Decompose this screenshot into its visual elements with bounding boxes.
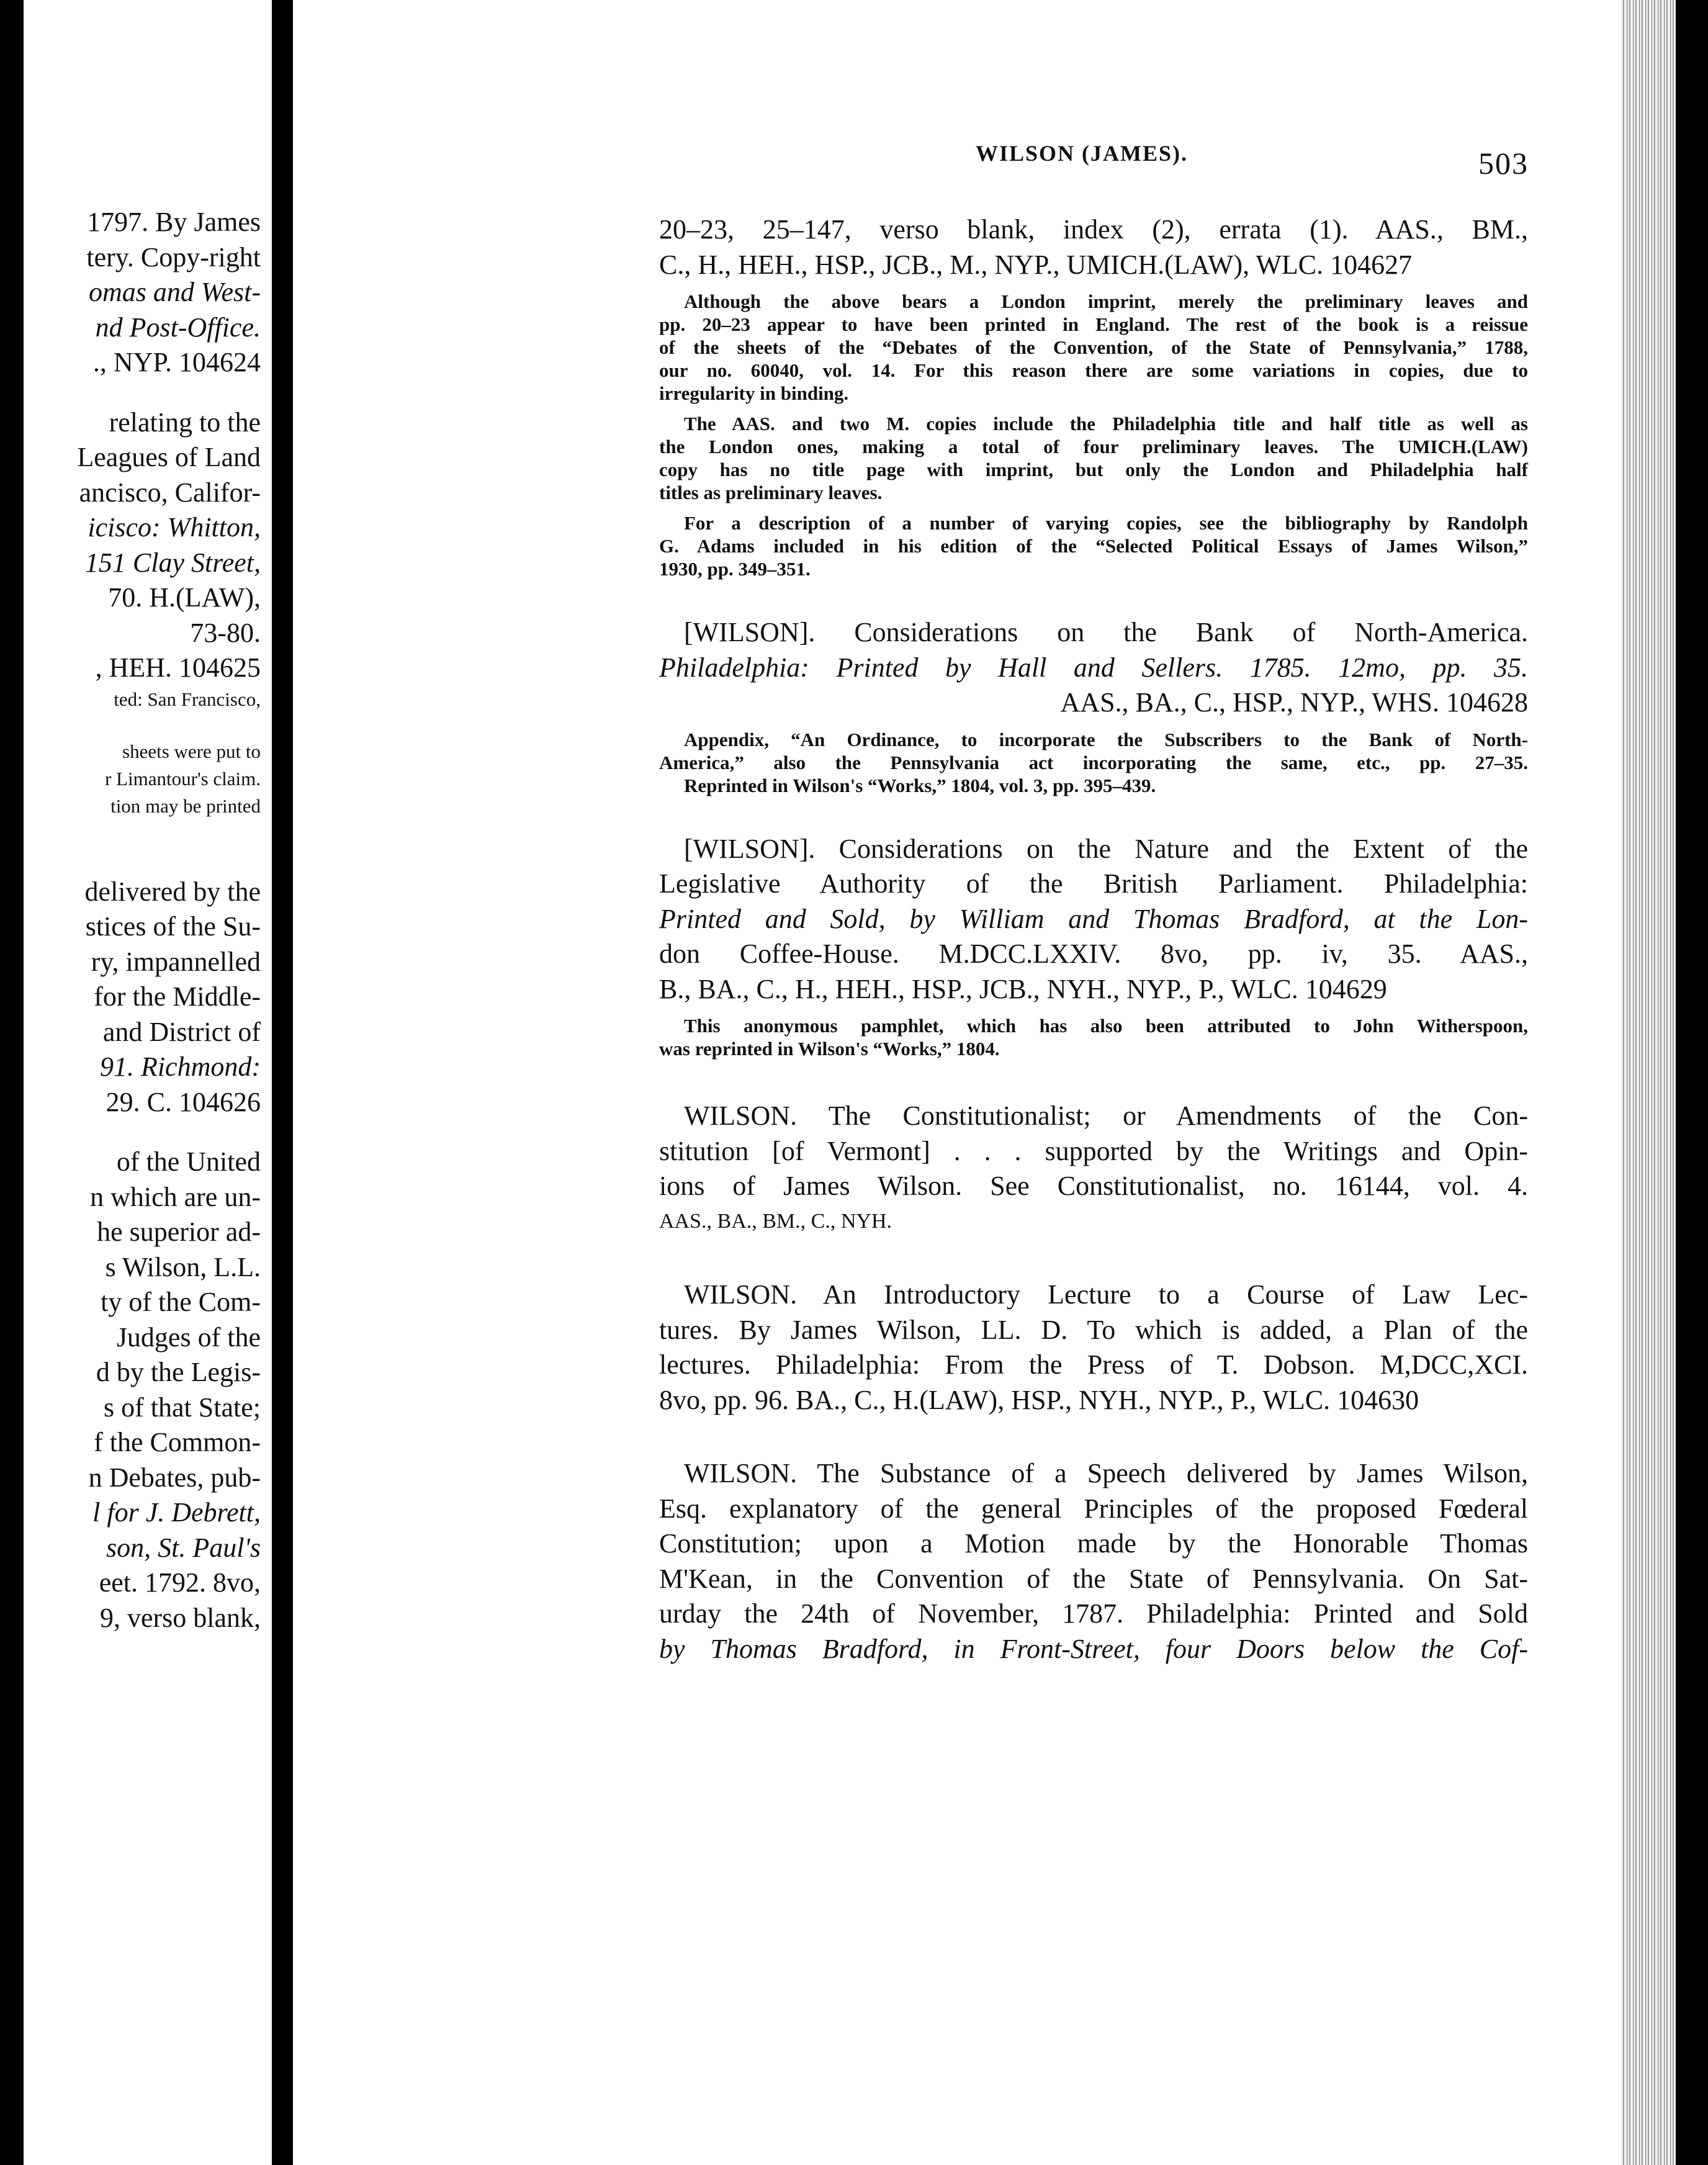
entry-line: urday the 24th of November, 1787. Philadelphia: Printed and Sold bbox=[659, 1598, 1528, 1629]
left-line: d by the Legis- bbox=[96, 1357, 261, 1387]
left-line: 9, verso blank, bbox=[99, 1602, 261, 1633]
left-line: r Limantour's claim. bbox=[105, 767, 261, 790]
left-line: n which are un- bbox=[90, 1181, 261, 1212]
left-line: son, St. Paul's bbox=[106, 1532, 261, 1563]
left-line: s Wilson, L.L. bbox=[105, 1251, 261, 1282]
entry-holdings: AAS., BA., BM., C., NYH. bbox=[659, 1209, 892, 1233]
note-line: For a description of a number of varying copies, see the bibliography by Randolph bbox=[684, 512, 1528, 534]
entry-104629-notes bbox=[659, 1014, 1528, 1060]
right-page bbox=[293, 0, 1621, 2165]
note-line: This anonymous pamphlet, which has also been attributed to John Witherspoon, bbox=[684, 1015, 1528, 1037]
left-page bbox=[24, 0, 272, 2165]
left-line: , HEH. 104625 bbox=[95, 652, 261, 683]
entry-line: 8vo, pp. 96. BA., C., H.(LAW), HSP., NYH., NYP., P., WLC. 104630 bbox=[659, 1384, 1419, 1415]
entry-line: [WILSON]. Considerations on the Bank of North-America. bbox=[684, 617, 1528, 647]
left-line: f the Common- bbox=[94, 1427, 261, 1457]
left-line: 29. C. 104626 bbox=[106, 1086, 261, 1117]
note-line: was reprinted in Wilson's “Works,” 1804. bbox=[659, 1038, 1000, 1060]
left-line: sheets were put to bbox=[122, 740, 261, 762]
entry-104627 bbox=[659, 212, 1528, 282]
left-line: he superior ad- bbox=[97, 1217, 261, 1247]
left-line: for the Middle- bbox=[94, 981, 261, 1012]
left-line: l for J. Debrett, bbox=[92, 1497, 261, 1528]
entry-line: don Coffee-House. M.DCC.LXXIV. 8vo, pp. iv, 35. AAS., bbox=[659, 938, 1528, 969]
running-title: WILSON (JAMES). bbox=[976, 141, 1189, 166]
note-line: 1930, pp. 349–351. bbox=[659, 558, 811, 580]
note-line: pp. 20–23 appear to have been printed in England. The rest of the book is a reissue bbox=[659, 313, 1528, 335]
entry-line: M'Kean, in the Convention of the State of Pennsylvania. On Sat- bbox=[659, 1563, 1528, 1594]
entry-line: ions of James Wilson. See Constitutionalist, no. 16144, vol. 4. bbox=[659, 1171, 1528, 1201]
entry-104627-note-2 bbox=[659, 412, 1528, 504]
center-gutter bbox=[272, 0, 293, 2165]
note-line: copy has no title page with imprint, but only the London and Philadelphia half bbox=[659, 459, 1528, 480]
entry-line: tures. By James Wilson, LL. D. To which is added, a Plan of the bbox=[659, 1314, 1528, 1345]
entry-104629 bbox=[659, 832, 1528, 1007]
left-line: ., NYP. 104624 bbox=[92, 347, 261, 377]
entry-104630 bbox=[659, 1277, 1528, 1418]
left-line: ancisco, Califor- bbox=[79, 477, 261, 508]
entry-104628-notes bbox=[659, 728, 1528, 797]
entry-line: lectures. Philadelphia: From the Press of T. Dobson. M,DCC,XCI. bbox=[659, 1349, 1528, 1380]
left-line: delivered by the bbox=[84, 876, 261, 907]
note-line: irregularity in binding. bbox=[659, 382, 849, 404]
left-line: tion may be printed bbox=[110, 794, 261, 817]
entry-line: Esq. explanatory of the general Principles of the proposed Fœderal bbox=[659, 1493, 1528, 1524]
left-line: icisco: Whitton, bbox=[88, 512, 261, 542]
entry-line: 20–23, 25–147, verso blank, index (2), errata (1). AAS., BM., bbox=[659, 214, 1528, 245]
note-line: the London ones, making a total of four preliminary leaves. The UMICH.(LAW) bbox=[659, 436, 1528, 457]
left-line: ry, impannelled bbox=[91, 946, 261, 977]
left-line: stices of the Su- bbox=[85, 911, 261, 942]
entry-line: by Thomas Bradford, in Front-Street, four Doors below the Cof- bbox=[659, 1633, 1528, 1664]
left-line: 1797. By James bbox=[87, 207, 261, 237]
left-line: n Debates, pub- bbox=[88, 1462, 261, 1493]
entry-line: WILSON. An Introductory Lecture to a Course of Law Lec- bbox=[684, 1279, 1528, 1310]
left-line: ted: San Francisco, bbox=[114, 688, 261, 710]
left-line: omas and West- bbox=[88, 277, 261, 307]
left-line: 151 Clay Street, bbox=[84, 547, 261, 578]
entry-line: stitution [of Vermont] . . . supported by the Writings and Opin- bbox=[659, 1135, 1528, 1166]
left-gutter bbox=[0, 0, 24, 2165]
entry-line: Printed and Sold, by William and Thomas Bradford, at the Lon- bbox=[659, 903, 1528, 934]
left-line: 70. H.(LAW), bbox=[108, 582, 261, 613]
entry-line: B., BA., C., H., HEH., HSP., JCB., NYH., NYP., P., WLC. 104629 bbox=[659, 973, 1387, 1004]
note-line: Reprinted in Wilson's “Works,” 1804, vol. 3, pp. 395–439. bbox=[684, 774, 1156, 796]
left-line: Leagues of Land bbox=[77, 442, 261, 472]
note-line: G. Adams included in his edition of the “Selected Political Essays of James Wilson,” bbox=[659, 535, 1528, 557]
left-line: 73-80. bbox=[190, 617, 261, 648]
entry-substance-speech bbox=[659, 1456, 1528, 1667]
note-line: Appendix, “An Ordinance, to incorporate the Subscribers to the Bank of North- bbox=[684, 728, 1528, 750]
entry-104627-note-1 bbox=[659, 290, 1528, 405]
right-border bbox=[1676, 0, 1708, 2165]
note-line: The AAS. and two M. copies include the Philadelphia title and half title as well as bbox=[684, 413, 1528, 434]
left-line: tery. Copy-right bbox=[86, 241, 261, 272]
page-number: 503 bbox=[1478, 146, 1529, 181]
left-line: relating to the bbox=[109, 407, 261, 438]
entry-holdings: AAS., BA., C., HSP., NYP., WHS. 104628 bbox=[1060, 687, 1528, 718]
entry-104628 bbox=[659, 615, 1528, 721]
entry-constitutionalist bbox=[659, 1099, 1528, 1239]
note-line: our no. 60040, vol. 14. For this reason there are some variations in copies, due to bbox=[659, 359, 1528, 381]
left-line: Judges of the bbox=[116, 1321, 261, 1353]
left-line: s of that State; bbox=[104, 1392, 261, 1423]
entry-line: C., H., HEH., HSP., JCB., M., NYP., UMICH.(LAW), WLC. 104627 bbox=[659, 249, 1413, 280]
note-line: of the sheets of the “Debates of the Convention, of the State of Pennsylvania,” 1788, bbox=[659, 336, 1528, 358]
entry-line: WILSON. The Substance of a Speech delivered by James Wilson, bbox=[684, 1458, 1528, 1488]
entry-line: WILSON. The Constitutionalist; or Amendments of the Con- bbox=[684, 1101, 1528, 1131]
left-line: nd Post-Office. bbox=[95, 312, 261, 343]
entry-line: Philadelphia: Printed by Hall and Sellers. 1785. 12mo, pp. 35. bbox=[659, 652, 1528, 683]
left-line: of the United bbox=[116, 1146, 261, 1177]
entry-line: [WILSON]. Considerations on the Nature and the Extent of the bbox=[684, 833, 1528, 864]
note-line: titles as preliminary leaves. bbox=[659, 482, 883, 503]
left-line: ty of the Com- bbox=[101, 1287, 261, 1317]
note-line: Although the above bears a London imprint, merely the preliminary leaves and bbox=[684, 290, 1528, 312]
entry-line: Constitution; upon a Motion made by the Honorable Thomas bbox=[659, 1528, 1528, 1559]
note-line: America,” also the Pennsylvania act incorporating the same, etc., pp. 27–35. bbox=[659, 751, 1528, 773]
entries bbox=[659, 212, 1528, 1667]
entry-line: Legislative Authority of the British Parliament. Philadelphia: bbox=[659, 868, 1528, 899]
left-line: and District of bbox=[102, 1016, 261, 1047]
left-line: 91. Richmond: bbox=[99, 1051, 261, 1082]
entry-104627-note-3 bbox=[659, 511, 1528, 580]
left-line: eet. 1792. 8vo, bbox=[99, 1567, 261, 1598]
left-page-text bbox=[24, 205, 261, 1636]
